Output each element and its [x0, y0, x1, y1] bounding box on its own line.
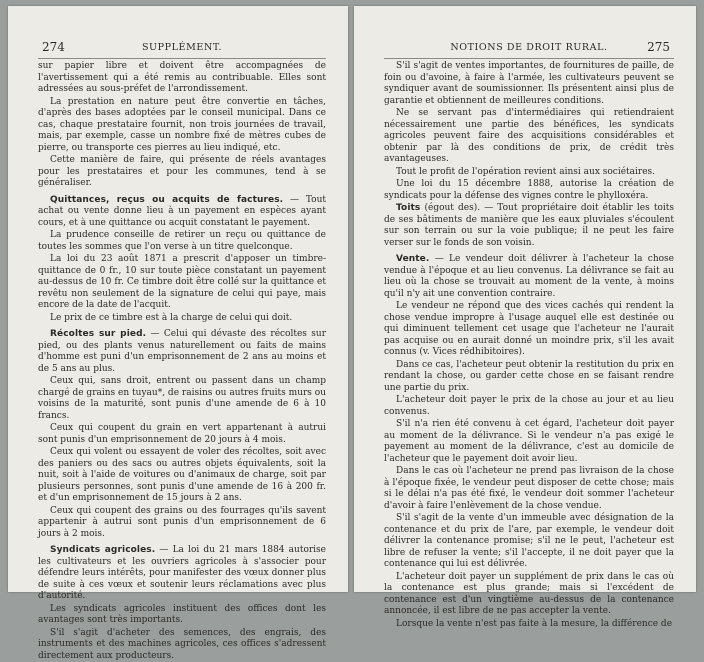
paragraph: Ceux qui, sans droit, entrent ou passent dans un champ chargé de grains en tuyau*, de raisins ou autres fruits murs ou voisins de la maturité, sont punis d'une amende de 6 à 10 francs.	[38, 376, 326, 422]
right-page	[354, 6, 696, 592]
paragraph: Lorsque la vente n'est pas faite à la mesure, la différence de	[384, 619, 674, 631]
paragraph: La loi du 23 août 1871 a prescrit d'apposer un timbre-quittance de 0 fr., 10 sur toute pièce constatant un payement au-dessus de 10 fr. Ce timbre doit être collé sur la quittance et revêtu non seulement de la signature de celui qui paye, mais encore de la date de l'acquit.	[38, 254, 326, 312]
section-heading: Quittances, reçus ou acquits de factures.	[50, 195, 283, 205]
paragraph: Ne se servant pas d'intermédiaires qui retiendraient nécessairement une partie des bénéfices, les syndicats agricoles peuvent faire des acquisitions considérables et obtenir par là des conditions de prix, de crédit très avantageuses.	[384, 108, 674, 166]
section-heading: Vente.	[396, 254, 429, 264]
running-title: SUPPLÉMENT.	[38, 42, 326, 53]
section-heading: Syndicats agricoles.	[50, 545, 155, 555]
section-text: — Le vendeur doit délivrer à l'acheteur la chose vendue à l'époque et au lieu convenus. La délivrance se fait au lieu où la chose se trouvait au moment de la vente, à moins qu'il n'y ait une convention contraire.	[384, 254, 674, 299]
section-heading: Toits	[396, 203, 420, 213]
paragraph: L'acheteur doit payer le prix de la chose au jour et au lieu convenus.	[384, 395, 674, 418]
paragraph: La prudence conseille de retirer un reçu ou quittance de toutes les sommes que l'on verse à un titre quelconque.	[38, 230, 326, 253]
paragraph: Les syndicats agricoles instituent des offices dont les avantages sont très importants.	[38, 604, 326, 627]
paragraph: Le prix de ce timbre est à la charge de celui qui doit.	[38, 313, 326, 325]
page-body	[384, 61, 674, 572]
section-text: — La loi du 21 mars 1884 autorise les cultivateurs et les ouvriers agricoles à s'associer pour défendre leurs intérêts, pour manifester des vœux donner plus de suite à ces vœux et soutenir leurs réclamations avec plus d'autorité.	[38, 545, 326, 601]
paragraph: Dans ce cas, l'acheteur peut obtenir la restitution du prix en rendant la chose, ou garder cette chose en se faisant rendre une partie du prix.	[384, 360, 674, 395]
running-head	[384, 42, 674, 56]
paragraph: S'il n'a rien été convenu à cet égard, l'acheteur doit payer au moment de la délivrance. Si le vendeur n'a pas exigé le payement au moment de la délivrance, c'est au domicile de l'acheteur que le payement doit avoir lieu.	[384, 419, 674, 465]
section-text: — Celui qui dévaste des récoltes sur pied, ou des plants venus naturellement ou faits de mains d'homme est puni d'un emprisonnement de 2 ans au moins et de 5 ans au plus.	[38, 329, 326, 374]
left-page	[8, 6, 348, 592]
paragraph: S'il s'agit de la vente d'un immeuble avec désignation de la contenance et du prix de l'are, par exemple, le vendeur doit délivrer la contenance promise; s'il ne le peut, l'acheteur est libre de refuser la vente; s'il l'accepte, il ne doit payer que la contenance qui lui est délivrée.	[384, 513, 674, 571]
section-toits	[384, 203, 674, 249]
section-text: — Tout achat ou vente donne lieu à un payement en espèces ayant cours, et à une quittance ou acquit constatant le payement.	[38, 195, 326, 228]
section-heading: Récoltes sur pied.	[50, 329, 146, 339]
section-vente	[384, 254, 674, 300]
section-quittances	[38, 195, 326, 230]
paragraph: Le vendeur ne répond que des vices cachés qui rendent la chose vendue impropre à l'usage auquel elle est destinée ou qui diminuent tellement cet usage que l'acheteur ne l'aurait pas acquise ou en aurait donné un moindre prix, s'il les avait connus (v. Vices rédhibitoires).	[384, 301, 674, 359]
paragraph: Tout le profit de l'opération revient ainsi aux sociétaires.	[384, 167, 674, 179]
section-recoltes	[38, 329, 326, 375]
paragraph: La prestation en nature peut être convertie en tâches, d'après des bases adoptées par le conseil municipal. Dans ce cas, chaque prestataire fournit, non trois journées de travail, mais, par exemple, casse un nombre fixé de mètres cubes de pierre, ou transporte ces pierres au lieu indiqué, etc.	[38, 97, 326, 155]
section-text: (égout des). — Tout propriétaire doit établir les toits de ses bâtiments de manière que les eaux pluviales s'écoulent sur son terrain ou sur la voie publique; il ne peut les faire verser sur le fonds de son voisin.	[384, 203, 674, 248]
paragraph: Dans le cas où l'acheteur ne prend pas livraison de la chose à l'époque fixée, le vendeur peut disposer de cette chose; mais si le délai n'a pas été fixé, le vendeur doit sommer l'acheteur d'avoir à faire l'enlèvement de la chose vendue.	[384, 466, 674, 512]
page-number: 274	[42, 40, 65, 54]
paragraph: Ceux qui coupent des grains ou des fourrages qu'ils savent appartenir à autrui sont punis d'un emprisonnement de 6 jours à 2 mois.	[38, 506, 326, 541]
paragraph: Ceux qui coupent du grain en vert appartenant à autrui sont punis d'un emprisonnement de 20 jours à 4 mois.	[38, 423, 326, 446]
paragraph: S'il s'agit d'acheter des semences, des engrais, des instruments et des machines agricoles, ces offices s'adressent directement aux producteurs.	[38, 628, 326, 662]
running-head	[38, 42, 326, 56]
paragraph: Ceux qui volent ou essayent de voler des récoltes, soit avec des paniers ou des sacs ou autres objets équivalents, soit la nuit, soit à l'aide de voitures ou d'animaux de charge, soit par plusieurs personnes, sont punis d'une amende de 16 à 200 fr. et d'un emprisonnement de 15 jours à 2 ans.	[38, 447, 326, 505]
page-body	[38, 61, 326, 572]
running-title: NOTIONS DE DROIT RURAL.	[384, 42, 674, 53]
paragraph: L'acheteur doit payer un supplément de prix dans le cas où la contenance est plus grande; mais si l'excédent de contenance est d'un vingtième au-dessus de la contenance annoncée, il est libre de ne pas accepter la vente.	[384, 572, 674, 618]
paragraph: Cette manière de faire, qui présente de réels avantages pour les prestataires et pour les communes, tend à se généraliser.	[38, 155, 326, 190]
page-number: 275	[647, 40, 670, 54]
header-rule	[38, 58, 326, 59]
paragraph: sur papier libre et doivent être accompagnées de l'avertissement qui a été remis au contribuable. Elles sont adressées au sous-préfet de l'arrondissement.	[38, 61, 326, 96]
paragraph: Une loi du 15 décembre 1888, autorise la création de syndicats pour la défense des vignes contre le phylloxéra.	[384, 179, 674, 202]
paragraph: S'il s'agit de ventes importantes, de fournitures de paille, de foin ou d'avoine, à faire à l'armée, les cultivateurs peuvent se syndiquer avant de soumissionner. Ils présentent ainsi plus de garantie et obtiennent de meilleures conditions.	[384, 61, 674, 107]
section-syndicats	[38, 545, 326, 603]
header-rule	[384, 58, 674, 59]
